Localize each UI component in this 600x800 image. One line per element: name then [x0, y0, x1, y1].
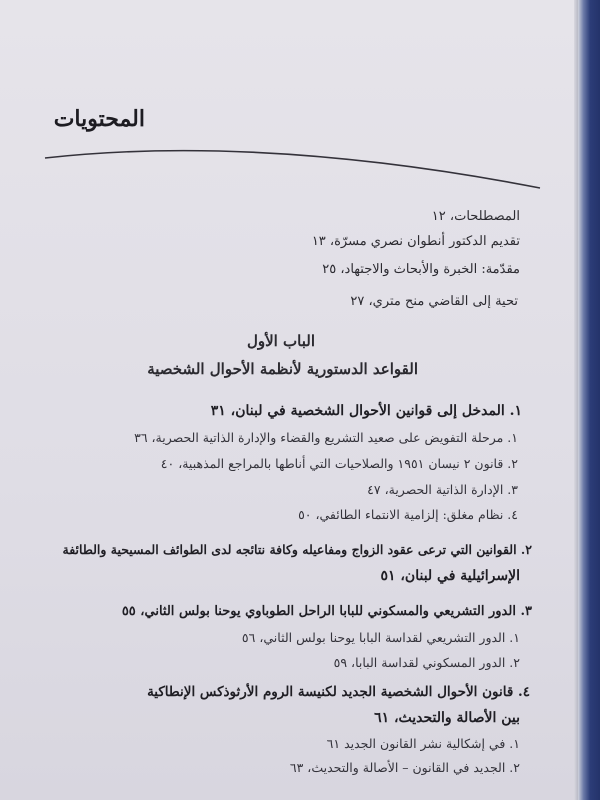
intro-entry-terms: المصطلحات، ١٢: [431, 209, 520, 224]
chapter-1-section-4: ٤. نظام مغلق: إلزامية الانتماء الطائفي، ٥٠: [298, 507, 518, 522]
chapter-3-section-2: ٢. الدور المسكوني لقداسة البابا، ٥٩: [333, 655, 520, 670]
chapter-1-title: ١. المدخل إلى قوانين الأحوال الشخصية في لبنان، ٣١: [210, 403, 522, 419]
chapter-4-section-1: ١. في إشكالية نشر القانون الجديد ٦١: [326, 736, 520, 751]
intro-entry-preface: تقديم الدكتور أنطوان نصري مسرّة، ١٣: [311, 234, 520, 249]
part-label: الباب الأول: [246, 332, 315, 350]
chapter-4-title-line-1: ٤. قانون الأحوال الشخصية الجديد لكنيسة الروم الأرثوذكس الإنطاكية: [147, 684, 530, 700]
chapter-2-title-line-1: ٢. القوانين التي ترعى عقود الزواج ومفاعيله وكافة نتائجه لدى الطوائف المسيحية والطائفة: [62, 542, 532, 557]
chapter-3-title: ٣. الدور التشريعي والمسكوني للبابا الراحل الطوباوي يوحنا بولس الثاني، ٥٥: [121, 604, 532, 619]
page-title: المحتويات: [53, 106, 145, 132]
part-title: القواعد الدستورية لأنظمة الأحوال الشخصية: [147, 360, 418, 378]
chapter-3-section-1: ١. الدور التشريعي لقداسة البابا يوحنا بولس الثاني، ٥٦: [241, 630, 520, 645]
intro-entry-tribute: تحية إلى القاضي منح متري، ٢٧: [350, 294, 518, 309]
chapter-1-section-1: ١. مرحلة التفويض على صعيد التشريع والقضاء والإدارة الذاتية الحصرية، ٣٦: [134, 430, 518, 445]
chapter-1-section-2: ٢. قانون ٢ نيسان ١٩٥١ والصلاحيات التي أناطها بالمراجع المذهبية، ٤٠: [160, 456, 518, 471]
chapter-4-section-2: ٢. الجديد في القانون – الأصالة والتحديث، ٦٣: [289, 760, 520, 775]
chapter-2-title-line-2: الإسرائيلية في لبنان، ٥١: [380, 568, 520, 584]
chapter-1-section-3: ٣. الإدارة الذاتية الحصرية، ٤٧: [367, 482, 518, 497]
chapter-4-title-line-2: بين الأصالة والتحديث، ٦١: [374, 710, 520, 726]
intro-entry-introduction: مقدّمة: الخبرة والأبحاث والاجتهاد، ٢٥: [322, 262, 520, 277]
